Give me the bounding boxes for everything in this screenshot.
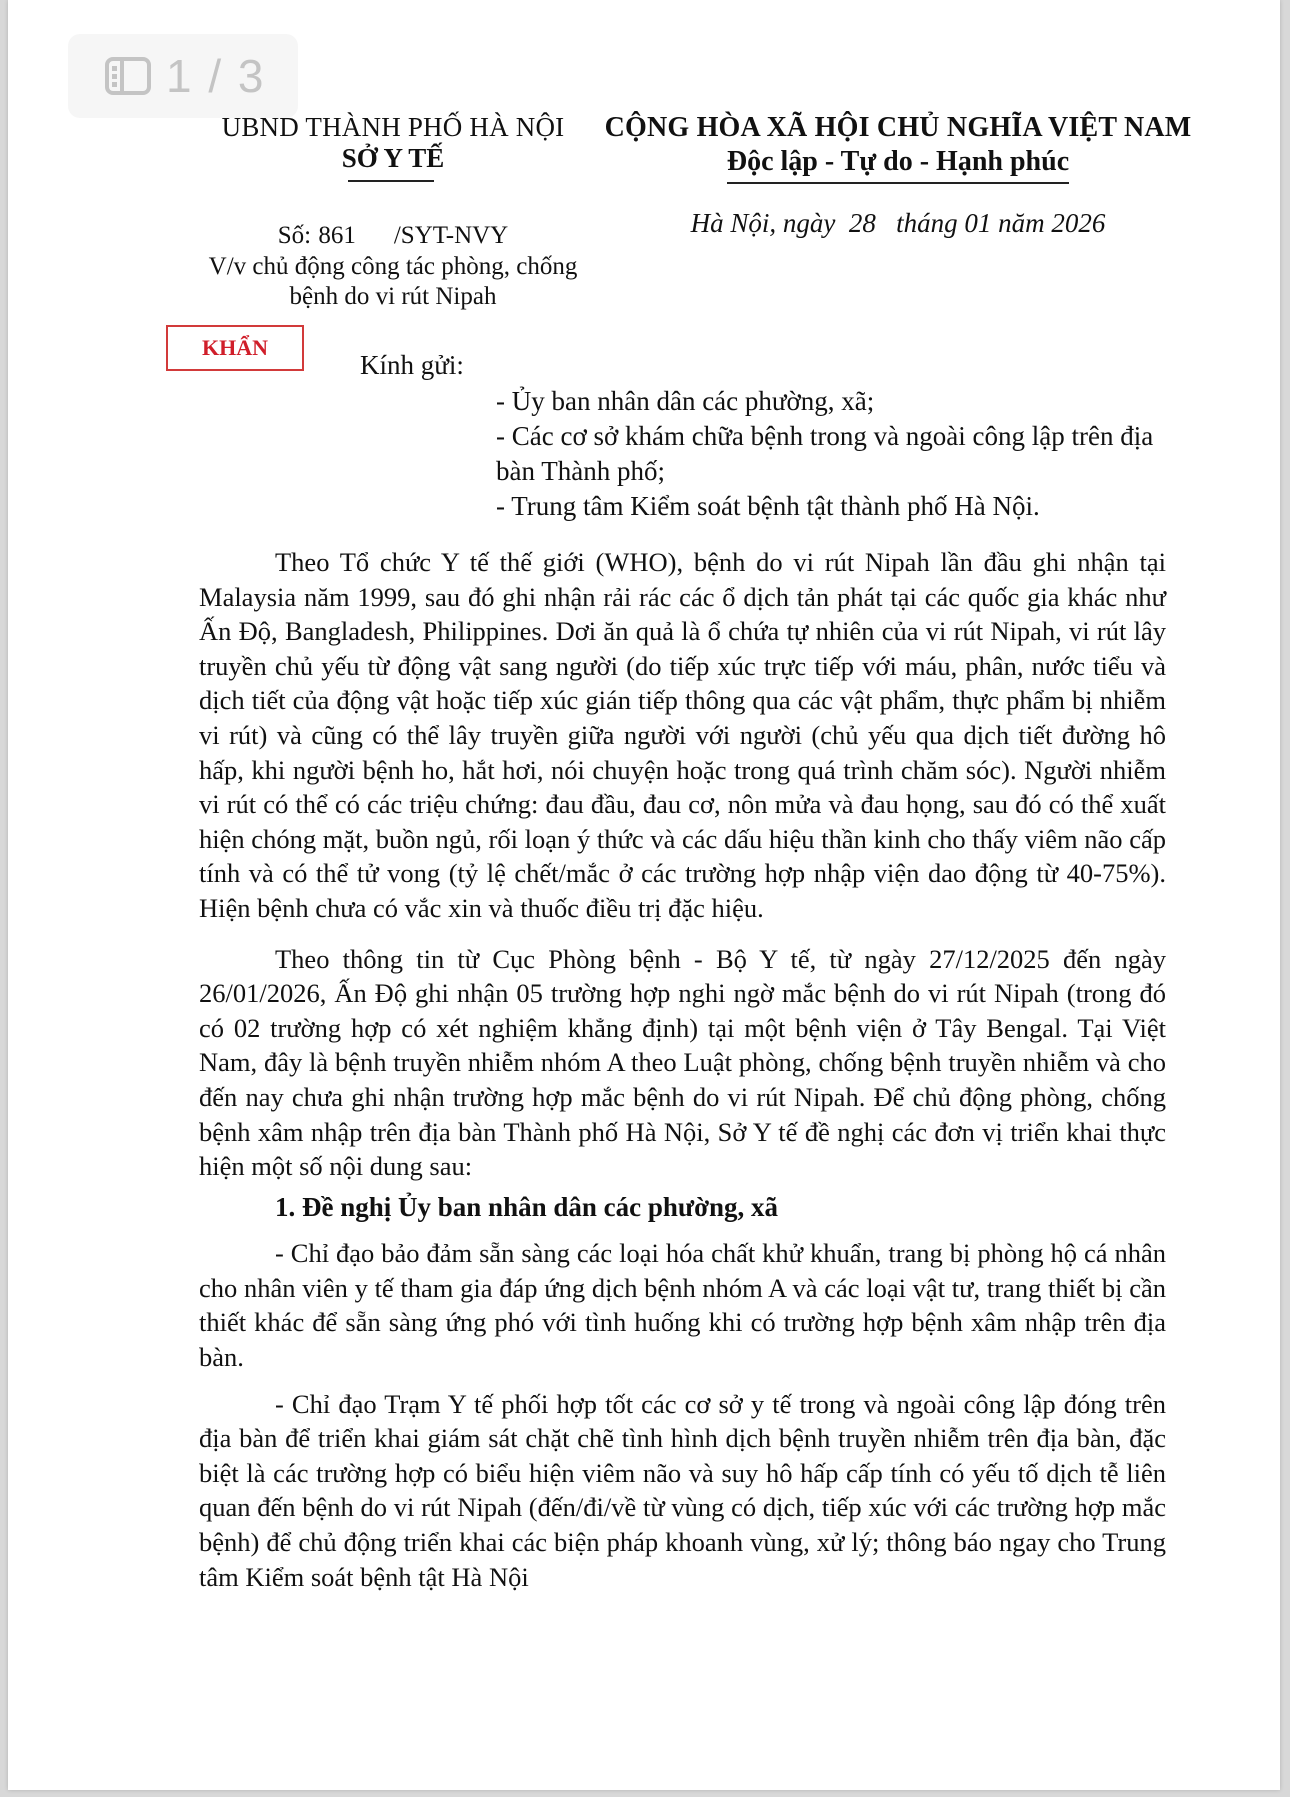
recipient-list [496,384,1186,524]
document-body [199,545,1166,1594]
page-indicator[interactable] [68,34,298,118]
document-number [188,222,598,250]
document-subject [188,252,598,312]
recipient-item: - Các cơ sở khám chữa bệnh trong và ngoài công lập trên địa bàn Thành phố; [496,421,1154,486]
section-heading: 1. Đề nghị Ủy ban nhân dân các phường, xã [275,1191,779,1222]
national-motto: Độc lập - Tự do - Hạnh phúc [726,146,1070,177]
urgency-label: KHẨN [202,335,268,360]
national-header-block [578,112,1218,239]
urgency-stamp [166,325,304,371]
place-date: Hà Nội, ngày 28 tháng 01 năm 2026 [690,208,1106,238]
section-item: - Chỉ đạo Trạm Y tế phối hợp tốt các cơ sở y tế trong và ngoài công lập đóng trên địa bàn để triển khai giám sát chặt chẽ tình hình dịch bệnh truyền nhiễm trên địa bàn, đặc biệt là các trường hợp có biểu hiện viêm não và suy hô hấp cấp tính có yếu tố dịch tễ liên quan đến bệnh do vi rút Nipah (đến/đi/về từ vùng có dịch, tiếp xúc với các trường hợp mắc bệnh) để chủ động triển khai các biện pháp khoanh vùng, xử lý; thông báo ngay cho Trung tâm Kiểm soát bệnh tật Hà Nội [199,1388,1166,1592]
document-page[interactable] [8,0,1280,1790]
parent-agency: UBND THÀNH PHỐ HÀ NỘI [221,112,565,142]
subject-line: bệnh do vi rút Nipah [289,283,497,310]
agency-name: SỞ Y TẾ [341,143,445,173]
issuing-agency-block [188,112,598,312]
salutation: Kính gửi: [360,350,464,380]
recipient-item: - Trung tâm Kiểm soát bệnh tật thành phố Hà Nội. [496,491,1040,521]
sidebar-panel-icon[interactable] [104,56,152,96]
document-number-prefix: Số: 861 [277,222,356,249]
subject-line: V/v chủ động công tác phòng, chống [208,253,578,280]
document-number-suffix: /SYT-NVY [393,222,509,249]
body-paragraph: Theo thông tin từ Cục Phòng bệnh - Bộ Y tế, từ ngày 27/12/2025 đến ngày 26/01/2026, Ấn Độ ghi nhận 05 trường hợp nghi ngờ mắc bệnh do vi rút Nipah (trong đó có 02 trường hợp có xét nghiệm khẳng định) tại một bệnh viện ở Tây Bengal. Tại Việt Nam, đây là bệnh truyền nhiễm nhóm A theo Luật phòng, chống bệnh truyền nhiễm và cho đến nay chưa ghi nhận trường hợp mắc bệnh do vi rút Nipah. Để chủ động phòng, chống bệnh xâm nhập trên địa bàn Thành phố Hà Nội, Sở Y tế đề nghị các đơn vị triển khai thực hiện một số nội dung sau: [199,943,1166,1182]
body-paragraph: Theo Tổ chức Y tế thế giới (WHO), bệnh do vi rút Nipah lần đầu ghi nhận tại Malaysia năm 1999, sau đó ghi nhận rải rác các ổ dịch tản phát tại các quốc gia khác như Ấn Độ, Bangladesh, Philippines. Dơi ăn quả là ổ chứa tự nhiên của vi rút Nipah, vi rút lây truyền chủ yếu từ động vật sang người (do tiếp xúc trực tiếp với máu, phân, nước tiểu và dịch tiết của động vật hoặc tiếp xúc gián tiếp thông qua các vật phẩm, thực phẩm bị nhiễm vi rút) và cũng có thể lây truyền giữa người với người (chủ yếu qua dịch tiết đường hô hấp, khi người bệnh ho, hắt hơi, nói chuyện hoặc trong quá trình chăm sóc). Người nhiễm vi rút có thể có các triệu chứng: đau đầu, đau cơ, nôn mửa và đau họng, sau đó có thể xuất hiện chóng mặt, buồn ngủ, rối loạn ý thức và các dấu hiệu thần kinh cho thấy viêm não cấp tính và có thể tử vong (tỷ lệ chết/mắc ở các trường hợp nhập viện dao động từ 40-75%). Hiện bệnh chưa có vắc xin và thuốc điều trị đặc hiệu. [199,547,1166,923]
section-item: - Chỉ đạo bảo đảm sẵn sàng các loại hóa chất khử khuẩn, trang bị phòng hộ cá nhân cho nhân viên y tế tham gia đáp ứng dịch bệnh nhóm A và các loại vật tư, trang thiết bị cần thiết khác để sẵn sàng ứng phó với tình huống khi có trường hợp bệnh xâm nhập trên địa bàn. [199,1238,1166,1373]
recipient-item: - Ủy ban nhân dân các phường, xã; [496,386,875,416]
nation-title: CỘNG HÒA XÃ HỘI CHỦ NGHĨA VIỆT NAM [604,112,1192,143]
page-counter: 1 / 3 [166,50,266,102]
